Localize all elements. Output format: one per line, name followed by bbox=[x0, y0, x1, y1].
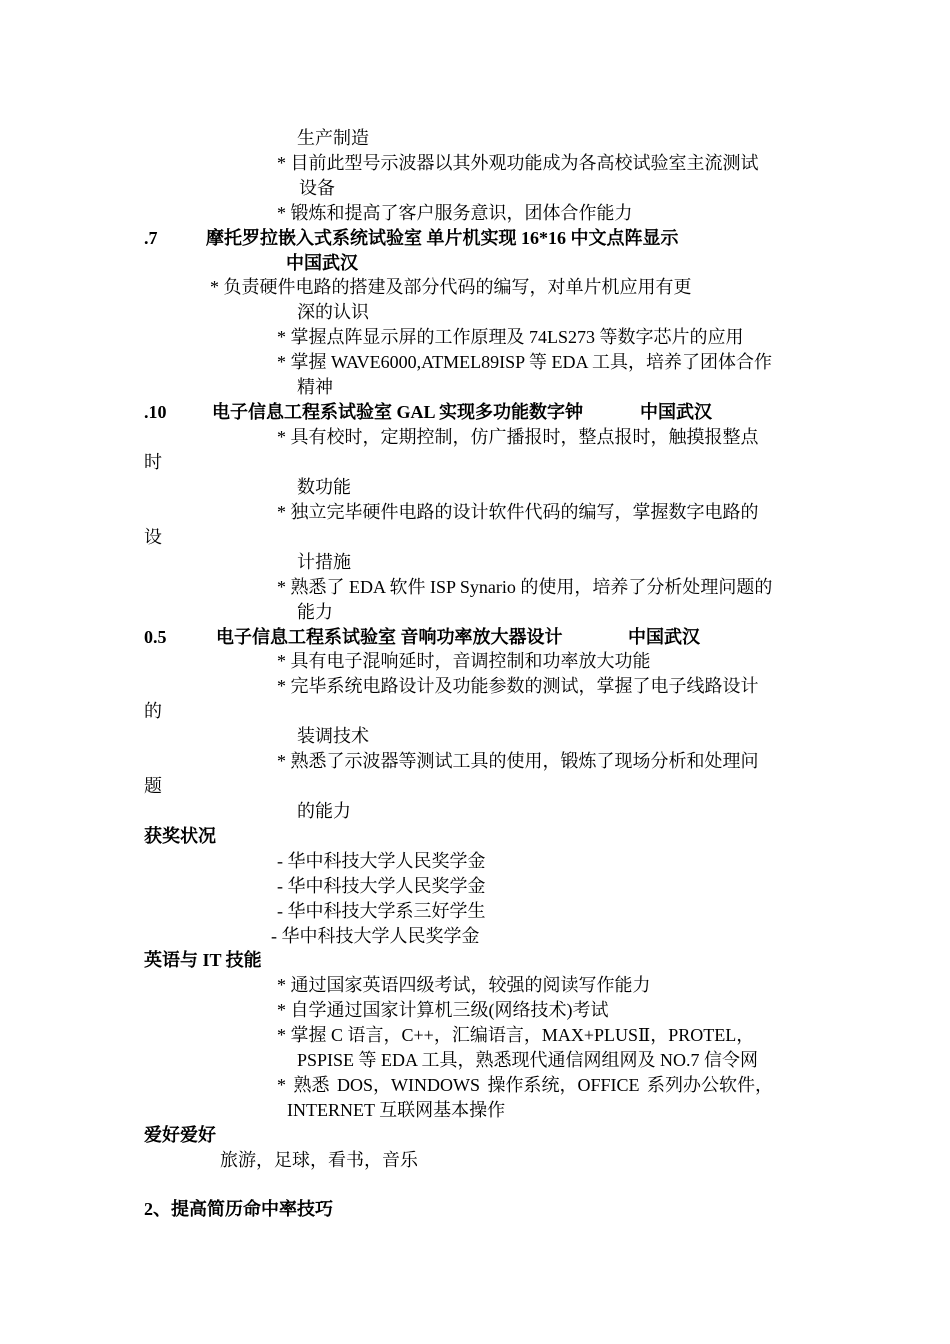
bullet-line: * 掌握点阵显示屏的工作原理及 74LS273 等数字芯片的应用 bbox=[277, 327, 744, 347]
section-heading-skills: 英语与 IT 技能 bbox=[144, 950, 262, 970]
text-line: 深的认识 bbox=[297, 302, 369, 322]
bullet-line: * 具有电子混响延时，音调控制和功率放大功能 bbox=[277, 651, 651, 671]
text-line: 数功能 bbox=[297, 477, 351, 497]
text-line: 装调技术 bbox=[297, 726, 369, 746]
bullet-line: * 独立完毕硬件电路的设计软件代码的编写，掌握数字电路的 bbox=[277, 502, 759, 522]
section-heading-awards: 获奖状况 bbox=[144, 826, 216, 846]
bullet-line: * 具有校时，定期控制，仿广播报时，整点报时，触摸报整点 bbox=[277, 427, 759, 447]
hobbies-text: 旅游，足球，看书，音乐 bbox=[220, 1150, 418, 1170]
bullet-line: * 通过国家英语四级考试，较强的阅读写作能力 bbox=[277, 975, 651, 995]
bullet-line: * 自学通过国家计算机三级(网络技术)考试 bbox=[277, 1000, 609, 1020]
award-item: - 华中科技大学人民奖学金 bbox=[277, 851, 486, 871]
section-heading-resume-tips: 2、提高简历命中率技巧 bbox=[144, 1199, 333, 1219]
bullet-line: * 熟悉了 EDA 软件 ISP Synario 的使用，培养了分析处理问题的 bbox=[277, 577, 773, 597]
text-line: 的能力 bbox=[297, 801, 351, 821]
project-title: 电子信息工程系试验室 GAL 实现多功能数字钟 bbox=[212, 402, 584, 422]
text-line: INTERNET 互联网基本操作 bbox=[287, 1100, 506, 1120]
bullet-line: * 负责硬件电路的搭建及部分代码的编写，对单片机应用有更 bbox=[210, 277, 692, 297]
bullet-line: * 目前此型号示波器以其外观功能成为各高校试验室主流测试 bbox=[277, 153, 759, 173]
project-location: 中国武汉 bbox=[286, 253, 358, 273]
text-line: 设 bbox=[144, 527, 162, 547]
bullet-line: * 锻炼和提高了客户服务意识，团体合作能力 bbox=[277, 203, 633, 223]
project-number: .10 bbox=[144, 402, 167, 422]
award-item: - 华中科技大学人民奖学金 bbox=[277, 876, 486, 896]
bullet-line: * 熟悉 DOS，WINDOWS 操作系统，OFFICE 系列办公软件， bbox=[277, 1075, 774, 1095]
section-heading-hobbies: 爱好爱好 bbox=[144, 1125, 216, 1145]
text-line: 设备 bbox=[299, 178, 335, 198]
project-number: 0.5 bbox=[144, 627, 167, 647]
project-location: 中国武汉 bbox=[640, 402, 712, 422]
award-item: - 华中科技大学人民奖学金 bbox=[271, 926, 480, 946]
project-title: 摩托罗拉嵌入式系统试验室 单片机实现 16*16 中文点阵显示 bbox=[206, 228, 679, 248]
project-location: 中国武汉 bbox=[628, 627, 700, 647]
bullet-line: * 完毕系统电路设计及功能参数的测试，掌握了电子线路设计 bbox=[277, 676, 759, 696]
text-line: 题 bbox=[144, 776, 162, 796]
award-item: - 华中科技大学系三好学生 bbox=[277, 901, 486, 921]
text-line: 能力 bbox=[297, 602, 333, 622]
text-line: PSPISE 等 EDA 工具，熟悉现代通信网组网及 NO.7 信令网 bbox=[297, 1050, 759, 1070]
project-number: .7 bbox=[144, 228, 158, 248]
bullet-line: * 掌握 WAVE6000,ATMEL89ISP 等 EDA 工具，培养了团体合作 bbox=[277, 352, 773, 372]
bullet-line: * 熟悉了示波器等测试工具的使用，锻炼了现场分析和处理问 bbox=[277, 751, 759, 771]
bullet-line: * 掌握 C 语言，C++，汇编语言，MAX+PLUSⅡ，PROTEL， bbox=[277, 1025, 755, 1045]
text-line: 计措施 bbox=[297, 552, 351, 572]
project-title: 电子信息工程系试验室 音响功率放大器设计 bbox=[216, 627, 563, 647]
text-line: 时 bbox=[144, 452, 162, 472]
text-line: 精神 bbox=[297, 377, 333, 397]
text-line: 生产制造 bbox=[297, 128, 369, 148]
text-line: 的 bbox=[144, 701, 162, 721]
